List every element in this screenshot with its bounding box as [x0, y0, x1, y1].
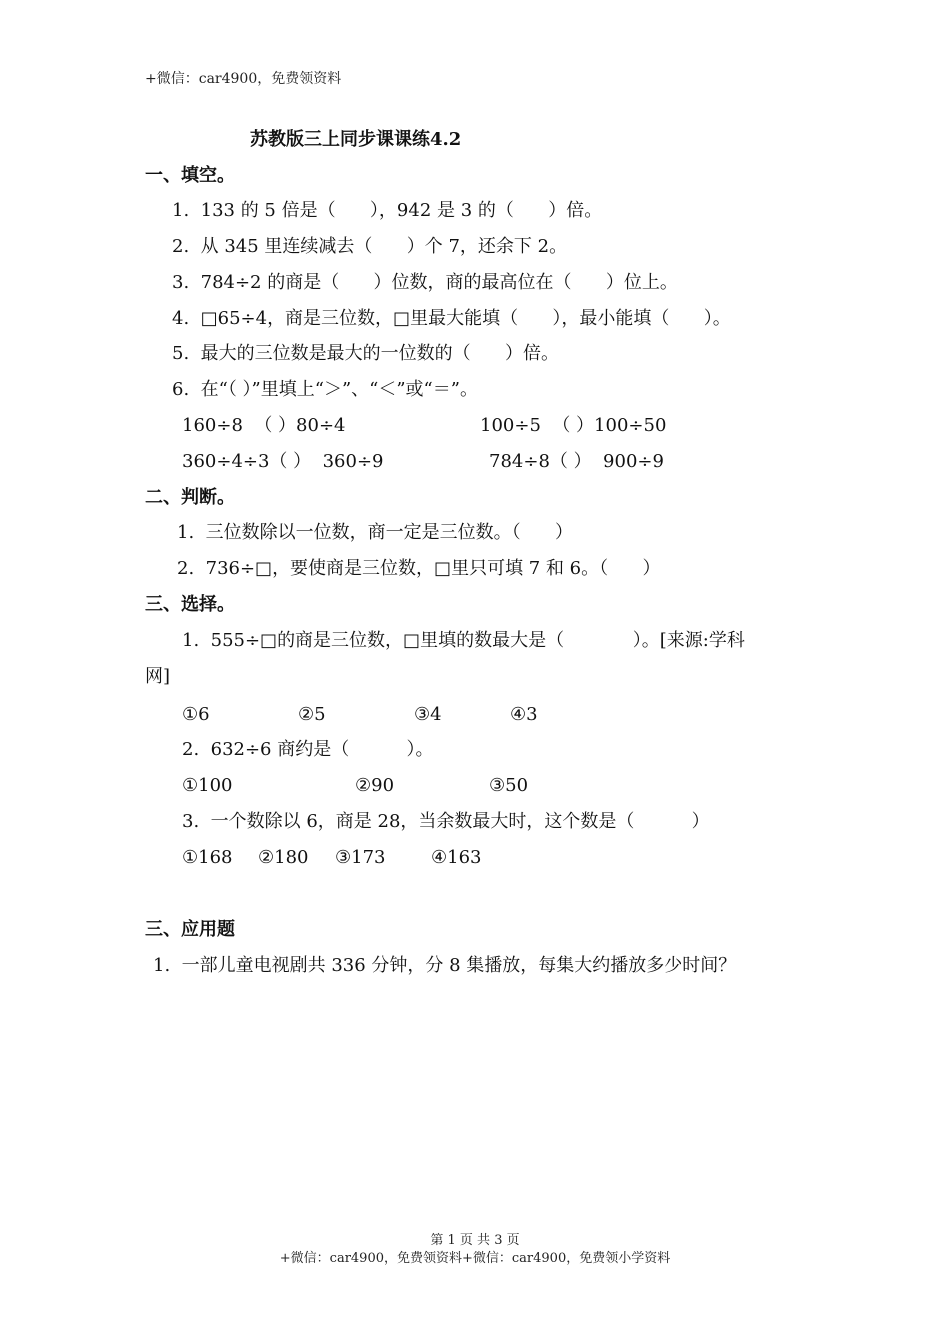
fill-blank-item-4: 4. □65÷4，商是三位数，□里最大能填（ ），最小能填（ ）。 [172, 308, 731, 329]
fill-blank-item-1: 1. 133 的 5 倍是（ ），942 是 3 的（ ）倍。 [172, 200, 603, 221]
choice-q1-option-2: ②5 [298, 704, 326, 725]
choice-q1-option-4: ④3 [510, 704, 538, 725]
judge-item-1: 1. 三位数除以一位数，商一定是三位数。（ ） [177, 522, 573, 543]
section-judge-heading: 二、判断。 [145, 487, 235, 508]
page-number: 第 1 页 共 3 页 [430, 1233, 520, 1248]
choice-q3: 3. 一个数除以 6，商是 28，当余数最大时，这个数是（ ） [182, 811, 710, 832]
choice-q1-line2: 网] [145, 666, 171, 687]
compare-expression-1: 160÷8 （ ）80÷4 [182, 415, 346, 436]
footer-watermark: +微信：car4900，免费领资料+微信：car4900，免费领小学资料 [279, 1251, 671, 1266]
section-fill-blank-heading: 一、填空。 [145, 165, 235, 186]
choice-q3-option-2: ②180 [258, 847, 309, 868]
choice-q3-option-4: ④163 [431, 847, 482, 868]
application-item-1: 1. 一部儿童电视剧共 336 分钟，分 8 集播放，每集大约播放多少时间？ [153, 955, 737, 976]
document-title: 苏教版三上同步课课练4.2 [250, 129, 462, 150]
fill-blank-item-2: 2. 从 345 里连续减去（ ）个 7，还余下 2。 [172, 236, 568, 257]
section-choice-heading: 三、选择。 [145, 594, 235, 615]
compare-expression-3: 360÷4÷3（ ） 360÷9 [182, 451, 384, 472]
choice-q2: 2. 632÷6 商约是（ ）。 [182, 739, 434, 760]
choice-q3-option-3: ③173 [335, 847, 386, 868]
choice-q2-option-1: ①100 [182, 775, 233, 796]
fill-blank-item-5: 5. 最大的三位数是最大的一位数的（ ）倍。 [172, 343, 559, 364]
choice-q3-option-1: ①168 [182, 847, 233, 868]
fill-blank-item-3: 3. 784÷2 的商是（ ）位数，商的最高位在（ ）位上。 [172, 272, 678, 293]
choice-q1-line1: 1. 555÷□的商是三位数，□里填的数最大是（ ）。[来源:学科 [182, 630, 745, 651]
fill-blank-item-6: 6. 在“（ ）”里填上“＞”、“＜”或“＝”。 [172, 379, 478, 400]
choice-q2-option-2: ②90 [355, 775, 395, 796]
choice-q1-option-3: ③4 [414, 704, 442, 725]
compare-expression-4: 784÷8（ ） 900÷9 [489, 451, 664, 472]
judge-item-2: 2. 736÷□，要使商是三位数，□里只可填 7 和 6。（ ） [177, 558, 661, 579]
choice-q1-option-1: ①6 [182, 704, 210, 725]
compare-expression-2: 100÷5 （ ）100÷50 [480, 415, 667, 436]
section-application-heading: 三、应用题 [145, 919, 235, 940]
choice-q2-option-3: ③50 [489, 775, 529, 796]
header-watermark: +微信：car4900，免费领资料 [145, 71, 342, 87]
